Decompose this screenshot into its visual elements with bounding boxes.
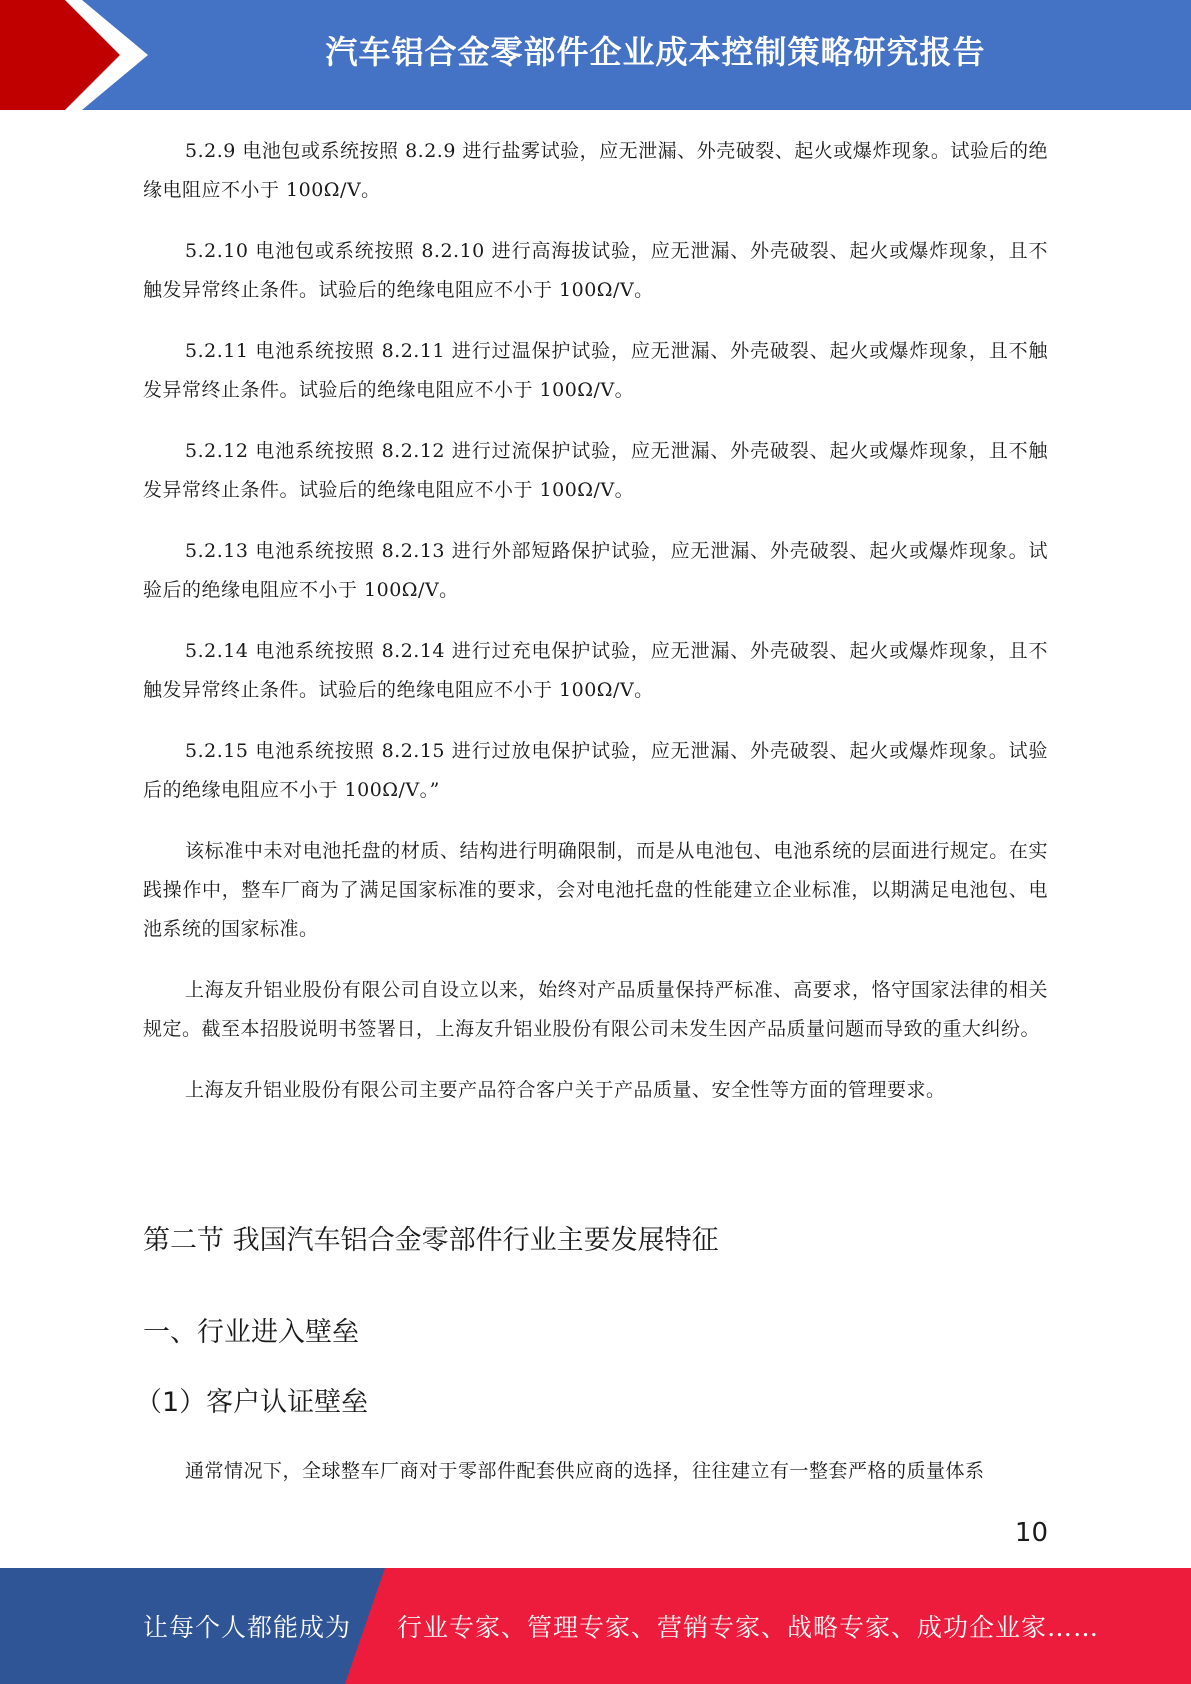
paragraph: 5.2.13 电池系统按照 8.2.13 进行外部短路保护试验，应无泄漏、外壳破裂、起火或爆炸现象。试验后的绝缘电阻应不小于 100Ω/V。 [143,540,1048,601]
footer-slogan-left: 让每个人都能成为 [143,1613,352,1642]
subsection-heading: 一、行业进入壁垒 [143,1317,359,1348]
paragraph: 5.2.10 电池包或系统按照 8.2.10 进行高海拔试验，应无泄漏、外壳破裂、起火或爆炸现象，且不触发异常终止条件。试验后的绝缘电阻应不小于 100Ω/V。 [143,240,1048,301]
paragraph: 5.2.15 电池系统按照 8.2.15 进行过放电保护试验，应无泄漏、外壳破裂、起火或爆炸现象。试验后的绝缘电阻应不小于 100Ω/V。” [143,740,1048,801]
footer-slogan-right: 行业专家、管理专家、营销专家、战略专家、成功企业家…… [397,1613,1100,1642]
body-content [143,132,1048,1132]
paragraph: 上海友升铝业股份有限公司自设立以来，始终对产品质量保持严标准、高要求，恪守国家法律的相关规定。截至本招股说明书签署日，上海友升铝业股份有限公司未发生因产品质量问题而导致的重大纠纷。 [143,979,1048,1040]
header-chevron-decoration [0,0,160,110]
page-header [0,0,1191,110]
page-number: 10 [1014,1518,1048,1548]
paragraph: 通常情况下，全球整车厂商对于零部件配套供应商的选择，往往建立有一整套严格的质量体系 [185,1460,985,1482]
paragraph: 5.2.14 电池系统按照 8.2.14 进行过充电保护试验，应无泄漏、外壳破裂、起火或爆炸现象，且不触发异常终止条件。试验后的绝缘电阻应不小于 100Ω/V。 [143,640,1048,701]
paragraph: 5.2.12 电池系统按照 8.2.12 进行过流保护试验，应无泄漏、外壳破裂、起火或爆炸现象，且不触发异常终止条件。试验后的绝缘电阻应不小于 100Ω/V。 [143,440,1048,501]
report-title: 汽车铝合金零部件企业成本控制策略研究报告 [325,33,986,71]
paragraph: 5.2.9 电池包或系统按照 8.2.9 进行盐雾试验，应无泄漏、外壳破裂、起火或爆炸现象。试验后的绝缘电阻应不小于 100Ω/V。 [143,140,1048,201]
subsubsection-heading: （1）客户认证壁垒 [135,1387,369,1418]
section-heading: 第二节 我国汽车铝合金零部件行业主要发展特征 [143,1225,719,1256]
page-footer [0,1568,1191,1684]
paragraph: 5.2.11 电池系统按照 8.2.11 进行过温保护试验，应无泄漏、外壳破裂、起火或爆炸现象，且不触发异常终止条件。试验后的绝缘电阻应不小于 100Ω/V。 [143,340,1048,401]
paragraph: 该标准中未对电池托盘的材质、结构进行明确限制，而是从电池包、电池系统的层面进行规定。在实践操作中，整车厂商为了满足国家标准的要求，会对电池托盘的性能建立企业标准，以期满足电池包、电池系统的国家标准。 [143,840,1048,940]
paragraph: 上海友升铝业股份有限公司主要产品符合客户关于产品质量、安全性等方面的管理要求。 [185,1079,946,1101]
